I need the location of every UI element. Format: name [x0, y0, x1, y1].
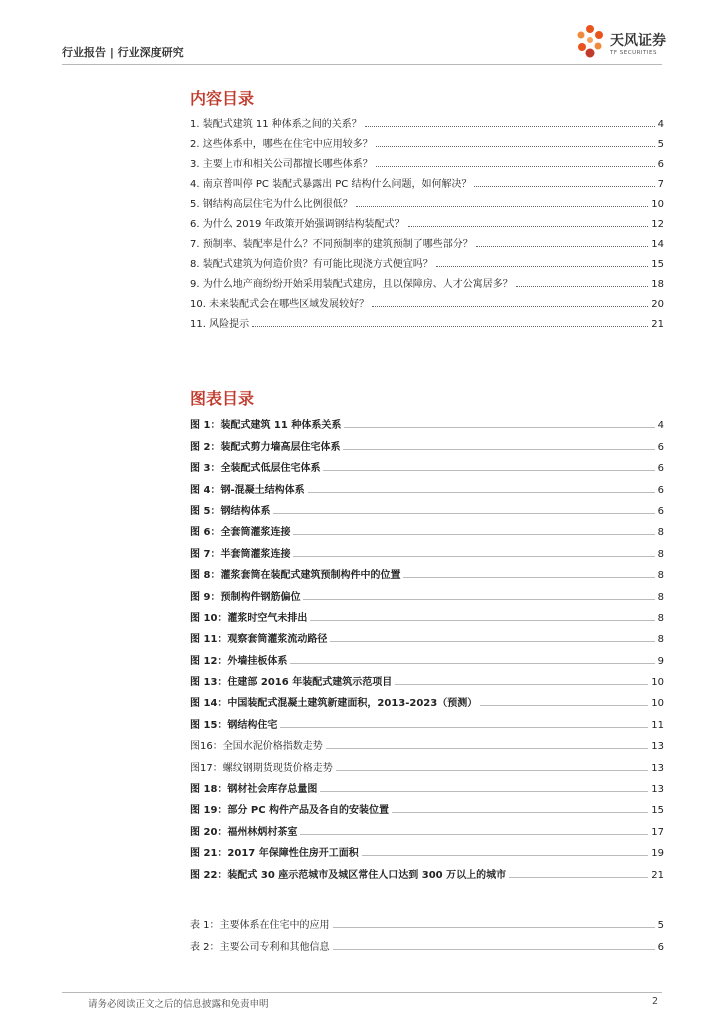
dot-leader [474, 186, 654, 187]
toc-entry-page: 20 [651, 299, 664, 310]
figure-entry[interactable] [190, 624, 664, 645]
figure-entry[interactable] [190, 645, 664, 666]
figure-entry-page: 10 [651, 698, 664, 710]
toc-entry-page: 15 [651, 259, 664, 270]
toc-entry[interactable] [190, 270, 664, 290]
toc-entry-label: 10. 未来装配式会在哪些区域发展较好？ [190, 299, 370, 310]
figure-entry-label: 图 8：灌浆套筒在装配式建筑预制构件中的位置 [190, 570, 401, 582]
dot-leader [320, 791, 648, 792]
table-entry-label: 表 1：主要体系在住宅中的应用 [190, 920, 330, 932]
figure-entry-page: 6 [657, 441, 664, 453]
dot-leader [376, 146, 655, 147]
figure-entry-page: 6 [657, 505, 664, 517]
toc-entry-page: 4 [657, 119, 664, 130]
dot-leader [356, 206, 649, 207]
figure-entry[interactable] [190, 496, 664, 517]
toc-list [190, 110, 664, 330]
figure-entry[interactable] [190, 581, 664, 602]
toc-entry-label: 11. 风险提示 [190, 319, 250, 330]
dot-leader [392, 812, 648, 813]
toc-entry-label: 3. 主要上市和相关公司都擅长哪些体系？ [190, 159, 373, 170]
figure-entry-page: 8 [657, 570, 664, 582]
figure-entry-label: 图 14：中国装配式混凝土建筑新建面积，2013-2023（预测） [190, 698, 478, 710]
toc-entry-page: 7 [657, 179, 664, 190]
dot-leader [293, 556, 654, 557]
dot-leader [310, 620, 654, 621]
tf-logo-icon [568, 22, 610, 66]
toc-entry-label: 1. 装配式建筑 11 种体系之间的关系？ [190, 119, 362, 130]
dot-leader [480, 705, 648, 706]
figure-entry-label: 图 13：住建部 2016 年装配式建筑示范项目 [190, 677, 393, 689]
toc-entry-page: 6 [657, 159, 664, 170]
figure-entry[interactable] [190, 560, 664, 581]
figure-entry-page: 8 [657, 612, 664, 624]
figure-entry-page: 15 [651, 805, 664, 817]
dot-leader [436, 266, 649, 267]
dot-leader [343, 449, 654, 450]
figure-entry-label: 图 19：部分 PC 构件产品及各自的安装位置 [190, 805, 390, 817]
dot-leader [344, 427, 654, 428]
figure-entry-label: 图 4：钢-混凝土结构体系 [190, 484, 305, 496]
dot-leader [290, 663, 654, 664]
dot-leader [323, 470, 654, 471]
figures-list [190, 410, 664, 881]
table-entry-label: 表 2：主要公司专利和其他信息 [190, 941, 330, 953]
figure-entry[interactable] [190, 752, 664, 773]
dot-leader [308, 492, 655, 493]
toc-entry-page: 12 [651, 219, 664, 230]
toc-entry[interactable] [190, 230, 664, 250]
dot-leader [293, 534, 654, 535]
dot-leader [395, 684, 648, 685]
dot-leader [326, 748, 649, 749]
tables-list [190, 910, 664, 953]
figure-entry[interactable] [190, 431, 664, 452]
toc-entry-label: 6. 为什么 2019 年政策开始强调钢结构装配式？ [190, 219, 405, 230]
toc-entry-label: 5. 钢结构高层住宅为什么比例很低？ [190, 199, 353, 210]
toc-entry-label: 2. 这些体系中，哪些在住宅中应用较多？ [190, 139, 373, 150]
logo-name-en: TF SECURITIES [610, 50, 657, 56]
figure-entry[interactable] [190, 731, 664, 752]
toc-entry[interactable] [190, 170, 664, 190]
table-entry-page: 5 [657, 920, 664, 932]
figure-entry[interactable] [190, 816, 664, 837]
figure-entry-label: 图 11：观察套筒灌浆流动路径 [190, 634, 328, 646]
footer-disclaimer: 请务必阅读正文之后的信息披露和免责申明 [88, 999, 269, 1010]
table-entry[interactable] [190, 910, 664, 931]
toc-entry[interactable] [190, 130, 664, 150]
dot-leader [303, 599, 654, 600]
toc-entry[interactable] [190, 190, 664, 210]
dot-leader [408, 226, 649, 227]
figure-entry-page: 21 [651, 869, 664, 881]
dot-leader [333, 949, 655, 950]
figure-entry-page: 8 [657, 548, 664, 560]
figure-entry-page: 11 [651, 719, 664, 731]
dot-leader [476, 246, 649, 247]
figure-entry-label: 图16：全国水泥价格指数走势 [190, 741, 323, 753]
table-entry[interactable] [190, 931, 664, 952]
toc-entry[interactable] [190, 110, 664, 130]
figure-entry-label: 图 22：装配式 30 座示范城市及城区常住人口达到 300 万以上的城市 [190, 869, 507, 881]
figure-entry-label: 图 6：全套筒灌浆连接 [190, 527, 291, 539]
figure-entry-label: 图 15：钢结构住宅 [190, 719, 278, 731]
dot-leader [362, 855, 649, 856]
dot-leader [403, 577, 654, 578]
toc-entry[interactable] [190, 250, 664, 270]
figure-entry[interactable] [190, 517, 664, 538]
figure-entry[interactable] [190, 774, 664, 795]
toc-entry-label: 8. 装配式建筑为何造价贵？有可能比现浇方式便宜吗？ [190, 259, 433, 270]
dot-leader [280, 727, 648, 728]
toc-entry-page: 21 [651, 319, 664, 330]
toc-title: 内容目录 [190, 89, 255, 108]
figure-entry-page: 13 [651, 762, 664, 774]
dot-leader [330, 641, 654, 642]
figure-entry-page: 13 [651, 784, 664, 796]
figure-entry[interactable] [190, 688, 664, 709]
toc-entry-page: 10 [651, 199, 664, 210]
figure-entry-label: 图 7：半套筒灌浆连接 [190, 548, 291, 560]
toc-entry[interactable] [190, 210, 664, 230]
figure-entry-label: 图 5：钢结构体系 [190, 505, 271, 517]
figure-entry-label: 图 18：钢材社会库存总量图 [190, 784, 318, 796]
figure-entry[interactable] [190, 538, 664, 559]
logo-name-cn: 天风证券 [610, 33, 666, 49]
dot-leader [376, 166, 655, 167]
dot-leader [372, 306, 648, 307]
figure-entry-page: 17 [651, 826, 664, 838]
figure-entry[interactable] [190, 603, 664, 624]
figure-entry-label: 图 20：福州林炳村茶室 [190, 826, 298, 838]
toc-entry-page: 18 [651, 279, 664, 290]
footer-divider [62, 992, 662, 993]
table-entry-page: 6 [657, 941, 664, 953]
dot-leader [509, 877, 648, 878]
toc-entry[interactable] [190, 150, 664, 170]
figure-entry-page: 6 [657, 463, 664, 475]
figure-entry-page: 10 [651, 677, 664, 689]
figure-entry-label: 图 10：灌浆时空气未排出 [190, 612, 308, 624]
figure-entry-label: 图 3：全装配式低层住宅体系 [190, 463, 321, 475]
figures-title: 图表目录 [190, 389, 255, 408]
figure-entry-label: 图 9：预制构件钢筋偏位 [190, 591, 301, 603]
figure-entry-label: 图 2：装配式剪力墙高层住宅体系 [190, 441, 341, 453]
figure-entry-label: 图 21：2017 年保障性住房开工面积 [190, 848, 359, 860]
dot-leader [336, 770, 649, 771]
dot-leader [333, 927, 655, 928]
toc-entry-page: 14 [651, 239, 664, 250]
dot-leader [273, 513, 654, 514]
figure-entry[interactable] [190, 453, 664, 474]
figure-entry[interactable] [190, 474, 664, 495]
toc-entry-label: 4. 南京普叫停 PC 装配式暴露出 PC 结构什么问题，如何解决？ [190, 179, 472, 190]
company-logo [568, 22, 678, 66]
figure-entry[interactable] [190, 709, 664, 730]
figure-entry-page: 4 [657, 420, 664, 432]
figure-entry[interactable] [190, 410, 664, 431]
dot-leader [365, 126, 655, 127]
figure-entry-page: 8 [657, 591, 664, 603]
dot-leader [300, 834, 648, 835]
figure-entry-page: 6 [657, 484, 664, 496]
report-breadcrumb: 行业报告 | 行业深度研究 [62, 46, 184, 59]
figure-entry[interactable] [190, 667, 664, 688]
figure-entry-page: 8 [657, 634, 664, 646]
figure-entry-page: 9 [657, 655, 664, 667]
dot-leader [516, 286, 649, 287]
toc-entry-label: 7. 预制率、装配率是什么？不同预制率的建筑预制了哪些部分？ [190, 239, 473, 250]
page-number: 2 [652, 996, 659, 1007]
figure-entry-page: 13 [651, 741, 664, 753]
figure-entry[interactable] [190, 838, 664, 859]
figure-entry[interactable] [190, 859, 664, 880]
figure-entry[interactable] [190, 795, 664, 816]
toc-entry-page: 5 [657, 139, 664, 150]
toc-entry[interactable] [190, 290, 664, 310]
figure-entry-label: 图17：螺纹钢期货现货价格走势 [190, 762, 333, 774]
toc-entry-label: 9. 为什么地产商纷纷开始采用装配式建房，且以保障房、人才公寓居多？ [190, 279, 513, 290]
figure-entry-label: 图 1：装配式建筑 11 种体系关系 [190, 420, 342, 432]
toc-entry[interactable] [190, 310, 664, 330]
figure-entry-label: 图 12：外墙挂板体系 [190, 655, 288, 667]
figure-entry-page: 19 [651, 848, 664, 860]
dot-leader [252, 326, 648, 327]
figure-entry-page: 8 [657, 527, 664, 539]
